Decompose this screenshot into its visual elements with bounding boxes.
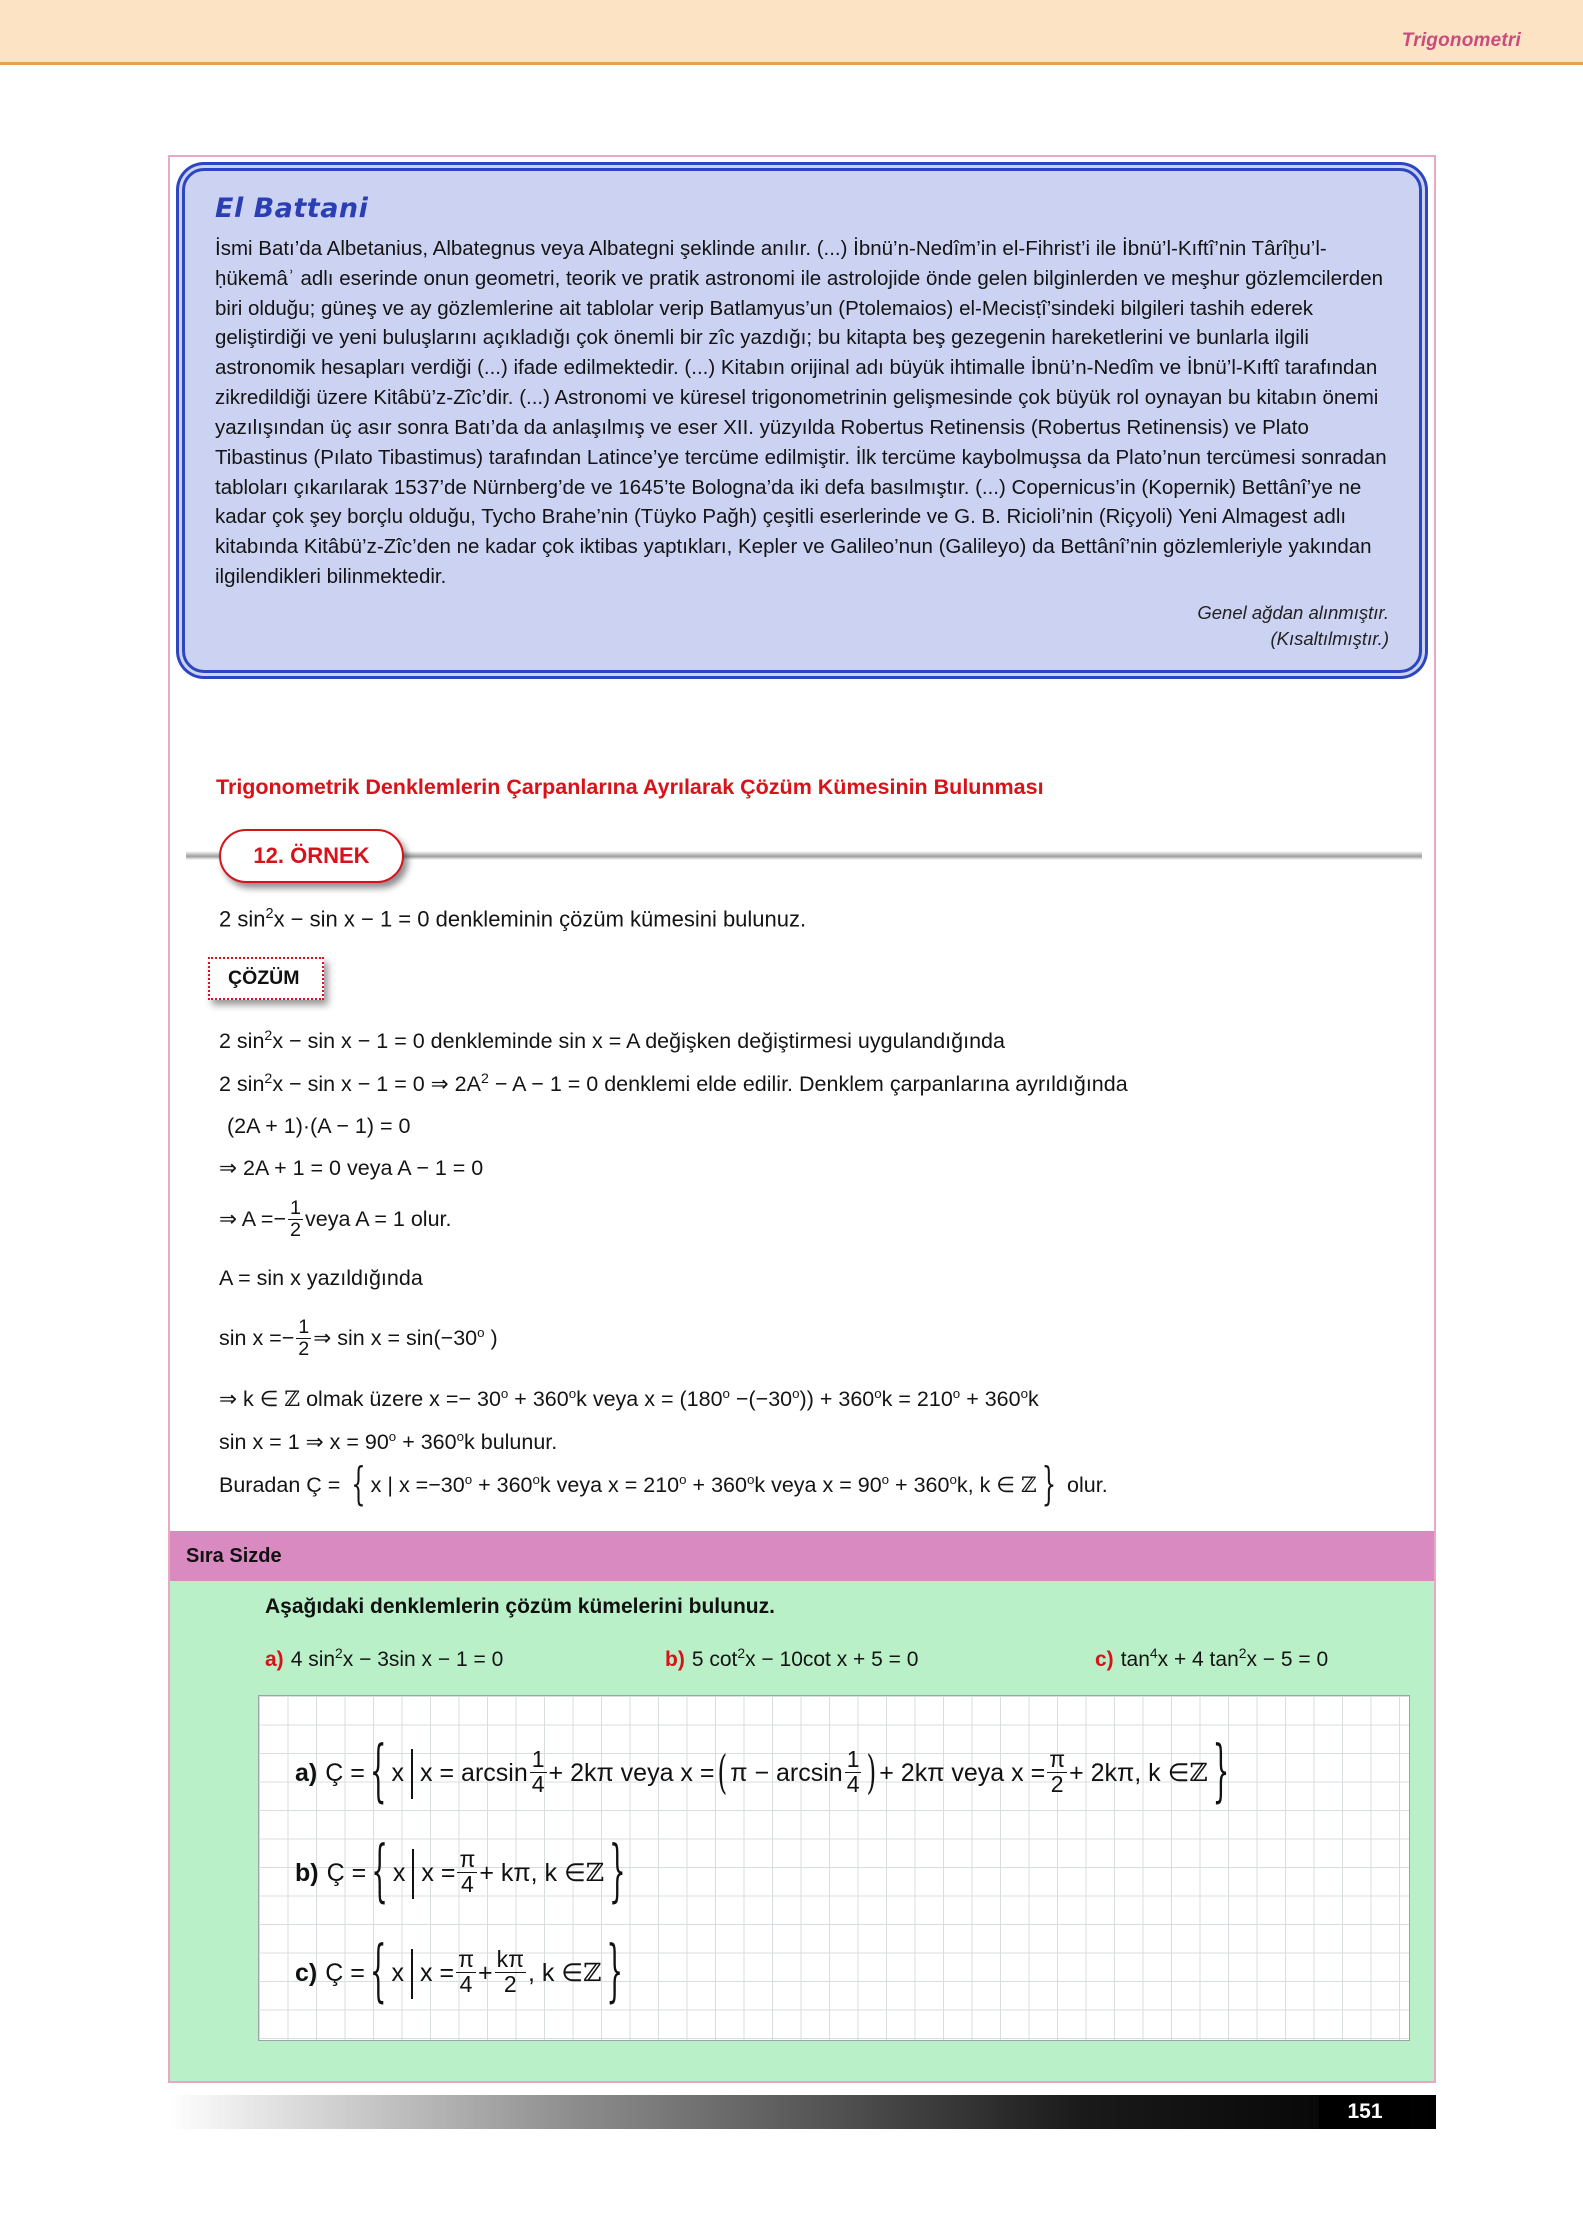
answer-c-frac2 (495, 1948, 526, 1997)
s10-d6: o (949, 1471, 957, 1487)
info-box-body: İsmi Batı’da Albetanius, Albategnus veya Albategni şeklinde anılır. (...) İbnü’n-Nedîm’in el-Fihrist’i ile İbnü’l-Kıftî’nin Târîḫu’l-ḥükemâʾ adlı eserinde onun geometri, teorik ve pratik astronomi ile astrolojide önde gelen bilginlerden ve meşhur gözlemcilerden biri olduğu; güneş ve ay gözlemlerine ait tablolar verip Batlamyus’un (Ptolemaios) el-Mecisṭî’sindeki bilgileri tashih ederek geliştirdiği ve yeni buluşlarını açıkladığı çok önemli bir zîc yazdığı; bu kitapta beş gezegenin hareketlerini ve bunlarla ilgili astronomik hesapları verdiği (...) ifade edilmektedir. (...) Kitabın orijinal adı büyük ihtimalle İbnü’n-Nedîm ve İbnü’l-Kıftî tarafından zikredildiği üzere Kitâbü’z-Zîc’dir. (...) Astronomi ve küresel trigonometrinin gelişmesinde çok büyük rol oynayan bu kitabın önemi yazılışından üç asır sonra Batı’da da anlaşılmış ve eser XII. yüzyılda Robertus Retinensis (Robertus Retinensis) ve Plato Tibastinus (Pılato Tibastimus) tarafından Latince’ye tercüme edilmiştir. İlk tercüme kaybolmuşsa da Plato’nun tercümesi sonradan tabloları çıkarılarak 1537’de Nürnberg’de ve 1645’te Bologna’da iki defa basılmıştır. (...) Copernicus’in (Kopernik) Bettânî’ye ne kadar çok şey borçlu olduğu, Tycho Brahe’nin (Tüyko Pağh) çeşitli eserlerinde ve G. B. Ricioli’nin (Riçyoli) Yeni Almagest adlı kitabında Kitâbü’z-Zîc’den ne kadar çok iktibas yaptıkları, Kepler ve Galileo’nun (Galileyo) da Bettânî’nin gözlemleriyle yakından ilgilendikleri bilinmektedir. (215, 237, 1387, 588)
s10-e: + 360 (686, 1473, 747, 1498)
s10-d5: o (881, 1471, 890, 1487)
answer-a-label: a) (295, 1758, 318, 1787)
s2-c: − A − 1 = 0 denklemi elde edilir. Denklem çarpanlarına ayrıldığında (488, 1072, 1128, 1097)
s8-f: )) + 360 (799, 1386, 875, 1411)
s8-z: ℤ (284, 1386, 301, 1412)
footer-bar (168, 2095, 1436, 2129)
s10-brace-left: { (351, 1459, 366, 1512)
answer-a-frac3 (1047, 1748, 1067, 1797)
exercise-item-a (265, 1645, 503, 1672)
answer-b-eq: Ç = (326, 1858, 367, 1887)
answer-b-frac1 (457, 1848, 477, 1897)
s7-num: 1 (298, 1316, 310, 1339)
answer-a-paren-left: ( (717, 1745, 728, 1800)
s8-d1: o (500, 1385, 509, 1401)
s10-z: ℤ (1021, 1473, 1037, 1499)
answer-a-f2-num: 1 (846, 1746, 860, 1772)
answer-b-f1-num: π (459, 1846, 476, 1872)
exercise-a-label: a) (265, 1648, 284, 1671)
solution-line-8 (219, 1386, 1409, 1412)
info-box-el-battani (182, 168, 1422, 673)
exercise-b-lead: 5 cot (691, 1648, 738, 1671)
s2-pow2: 2 (480, 1071, 489, 1088)
s7-a: sin x =− (219, 1326, 295, 1351)
answer-a-z: ℤ (1189, 1757, 1208, 1787)
answer-c-p3: , k ∈ (527, 1958, 584, 1987)
s8-d7: o (1020, 1385, 1029, 1401)
answer-a-divider (411, 1749, 413, 1799)
s8-d3: o (722, 1385, 730, 1401)
answer-grid-card (258, 1695, 1410, 2041)
attribution-line-2: (Kısaltılmıştır.) (1270, 627, 1389, 649)
s10-brace-right: } (1041, 1459, 1057, 1512)
answer-b-p1: x = (421, 1858, 456, 1887)
header-band (0, 0, 1583, 62)
s5-den: 2 (290, 1218, 302, 1241)
s1-pow: 2 (264, 1028, 273, 1044)
info-box-title: El Battani (215, 193, 369, 224)
exercise-c-pow2: 2 (1238, 1645, 1247, 1661)
answer-c-eq: Ç = (325, 1958, 365, 1987)
exercise-c-tail: x − 5 = 0 (1246, 1648, 1329, 1671)
answer-line-b (295, 1834, 631, 1912)
exercise-b-label: b) (665, 1648, 685, 1671)
s10-h: k, k ∈ (956, 1473, 1021, 1498)
answer-line-c (295, 1934, 628, 2012)
answer-a-p2: + 2kπ veya x = (548, 1758, 715, 1787)
answer-b-f1-den: 4 (457, 1872, 477, 1897)
answer-c-divider (411, 1949, 413, 1999)
exercise-item-b (665, 1645, 918, 1672)
chapter-label: Trigonometri (1401, 30, 1521, 51)
answer-c-var: x (391, 1958, 405, 1987)
s5-a: ⇒ A =− (219, 1207, 287, 1232)
s2-pow: 2 (264, 1071, 273, 1088)
answer-a-paren-right: ) (866, 1745, 877, 1800)
answer-c-f2-den: 2 (495, 1972, 526, 1997)
answer-a-f1-den: 4 (531, 1770, 545, 1797)
s8-e: −(−30 (729, 1386, 793, 1411)
s5-fraction (288, 1198, 303, 1240)
exercise-a-pow: 2 (335, 1645, 343, 1661)
question-tail: x − sin x − 1 = 0 denkleminin çözüm kümesini bulunuz. (273, 906, 807, 932)
s10-c: + 360 (472, 1473, 533, 1498)
answer-c-p1: x = (420, 1958, 455, 1987)
answer-c-f2-num: kπ (496, 1946, 524, 1972)
answer-a-f1-num: 1 (531, 1746, 545, 1772)
s7-deg: o (477, 1325, 485, 1341)
s1-a: 2 sin (219, 1029, 265, 1054)
s2-b: x − sin x − 1 = 0 ⇒ 2A (272, 1072, 481, 1097)
solution-line-10 (219, 1459, 1409, 1512)
s8-b: olmak üzere x =− 30 (300, 1386, 501, 1411)
s10-i: olur. (1061, 1473, 1108, 1498)
answer-b-divider (412, 1849, 414, 1899)
answer-a-frac1 (530, 1748, 547, 1797)
answer-a-p3: π − arcsin (730, 1758, 843, 1787)
s10-d3: o (679, 1471, 687, 1487)
s10-a: Buradan Ç = (219, 1473, 347, 1498)
s8-c: + 360 (508, 1386, 569, 1411)
s10-b: x | x =−30 (370, 1473, 465, 1498)
exercise-c-mid: x + 4 tan (1157, 1648, 1239, 1671)
answer-c-z: ℤ (583, 1957, 602, 1987)
solution-line-9 (219, 1429, 1409, 1455)
answer-b-brace-right: } (609, 1834, 626, 1912)
answer-b-p2: + kπ, k ∈ (479, 1858, 586, 1887)
s9-d1: o (388, 1428, 397, 1444)
answer-line-a (295, 1734, 1234, 1812)
s10-g: + 360 (889, 1473, 950, 1498)
solution-line-5 (219, 1198, 1409, 1240)
exercise-c-label: c) (1095, 1648, 1114, 1671)
s5-b: veya A = 1 olur. (305, 1207, 452, 1232)
s7-den: 2 (298, 1338, 310, 1360)
answer-a-frac2 (845, 1748, 862, 1797)
s9-d2: o (456, 1428, 465, 1444)
s8-d5: o (874, 1385, 882, 1401)
s8-g: k = 210 (881, 1386, 953, 1411)
exercise-c-lead: tan (1120, 1648, 1150, 1671)
exercise-b-tail: x − 10cot x + 5 = 0 (745, 1648, 919, 1671)
answer-c-f1-den: 4 (456, 1972, 476, 1997)
s10-d2: o (532, 1471, 540, 1487)
answer-a-f2-den: 4 (846, 1770, 860, 1797)
answer-a-brace-left: { (369, 1734, 387, 1812)
s1-b: x − sin x − 1 = 0 denkleminde sin x = A değişken değiştirmesi uygulandığında (272, 1029, 1005, 1054)
answer-a-f3-den: 2 (1047, 1772, 1067, 1797)
s8-d: k veya x = (180 (576, 1386, 723, 1411)
attribution-line-1: Genel ağdan alınmıştır. (1197, 601, 1389, 623)
answer-b-brace-left: { (371, 1834, 388, 1912)
s8-d2: o (568, 1385, 577, 1401)
answer-c-p2: + (477, 1958, 493, 1987)
answer-c-label: c) (295, 1958, 318, 1987)
s8-d4: o (792, 1385, 800, 1401)
solution-line-3: (2A + 1)·(A − 1) = 0 (227, 1114, 411, 1139)
exercise-a-lead: 4 sin (290, 1648, 336, 1671)
solution-steps (219, 1028, 1409, 1515)
s9-c: k bulunur. (464, 1429, 558, 1454)
s8-i: k (1028, 1386, 1039, 1411)
solution-line-1 (219, 1028, 1409, 1054)
answer-a-eq: Ç = (325, 1758, 365, 1787)
s7-b: ⇒ sin x = sin(−30 (313, 1326, 478, 1351)
s8-a: ⇒ k ∈ (219, 1386, 285, 1411)
sira-sizde-header: Sıra Sizde (170, 1531, 1434, 1581)
s10-d: k veya x = 210 (539, 1473, 680, 1498)
exercise-c-pow: 4 (1149, 1645, 1158, 1661)
section-heading: Trigonometrik Denklemlerin Çarpanlarına Ayrılarak Çözüm Kümesinin Bulunması (216, 775, 1044, 799)
page-number: 151 (1319, 2095, 1411, 2129)
s10-d4: o (746, 1471, 755, 1487)
info-box-attribution (215, 600, 1389, 652)
answer-c-f1-num: π (458, 1946, 474, 1972)
s7-c: ) (484, 1326, 498, 1351)
solution-line-4: ⇒ 2A + 1 = 0 veya A − 1 = 0 (219, 1156, 484, 1181)
s9-b: + 360 (396, 1429, 457, 1454)
answer-a-p1: x = arcsin (420, 1758, 528, 1787)
solution-label-box: ÇÖZÜM (208, 957, 324, 1000)
s10-f: k veya x = 90 (754, 1473, 882, 1498)
sira-sizde-instruction: Aşağıdaki denklemlerin çözüm kümelerini bulunuz. (265, 1595, 775, 1618)
answer-c-brace-right: } (606, 1934, 624, 2012)
exercise-a-tail: x − 3sin x − 1 = 0 (342, 1648, 504, 1671)
s5-num: 1 (290, 1197, 302, 1220)
solution-line-6: A = sin x yazıldığında (219, 1266, 423, 1291)
answer-a-p5: + 2kπ, k ∈ (1069, 1758, 1190, 1787)
answer-b-z: ℤ (585, 1857, 605, 1887)
question-exponent: 2 (265, 906, 274, 922)
s10-d1: o (464, 1471, 473, 1487)
answer-a-f3-num: π (1049, 1746, 1066, 1772)
answer-b-label: b) (295, 1858, 319, 1887)
s7-fraction (296, 1317, 311, 1359)
answer-a-p4: + 2kπ veya x = (879, 1758, 1046, 1787)
solution-line-7 (219, 1317, 1409, 1359)
solution-line-2 (219, 1071, 1409, 1097)
exercise-b-pow: 2 (737, 1645, 746, 1661)
header-rule (0, 62, 1583, 65)
answer-a-brace-right: } (1212, 1734, 1230, 1812)
example-question (219, 906, 806, 932)
answer-c-frac1 (456, 1948, 476, 1997)
s8-d6: o (952, 1385, 961, 1401)
s9-a: sin x = 1 ⇒ x = 90 (219, 1429, 389, 1454)
example-number-badge: 12. ÖRNEK (219, 829, 404, 883)
s8-h: + 360 (960, 1386, 1021, 1411)
exercise-item-c (1095, 1645, 1328, 1672)
s2-a: 2 sin (219, 1072, 265, 1097)
answer-b-var: x (392, 1858, 406, 1887)
answer-c-brace-left: { (369, 1934, 387, 2012)
answer-a-var: x (391, 1758, 405, 1787)
question-lead: 2 sin (219, 906, 266, 932)
